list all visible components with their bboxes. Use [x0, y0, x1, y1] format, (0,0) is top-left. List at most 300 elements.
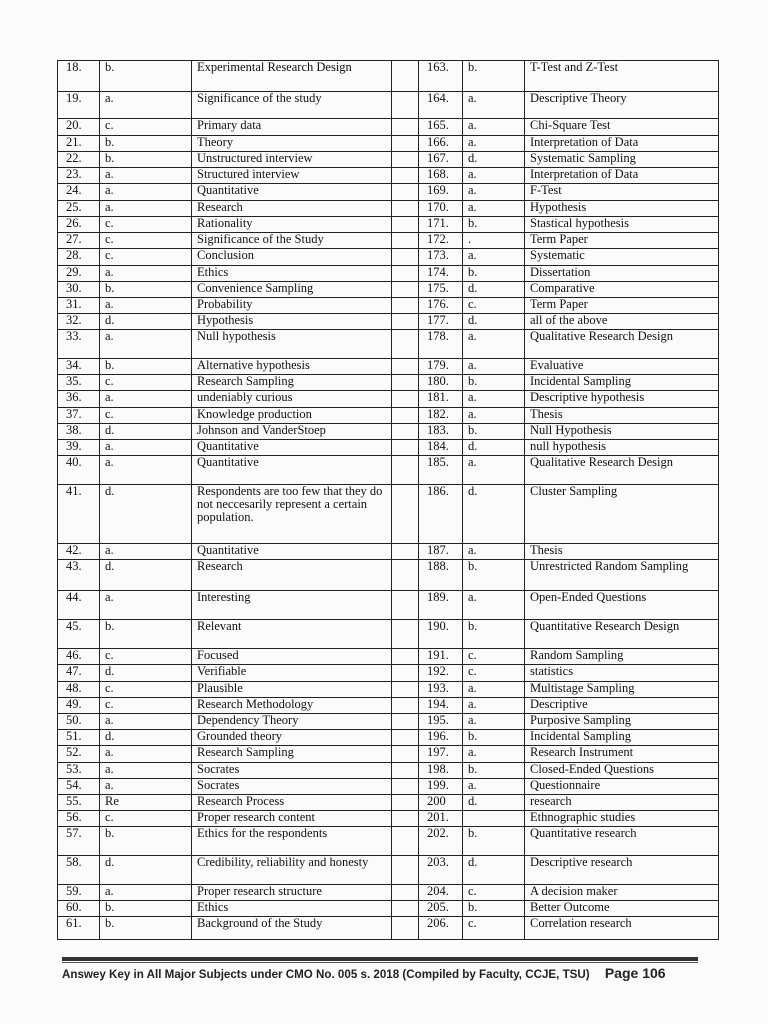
- item-number-left: 28.: [58, 249, 100, 266]
- answer-text-right: all of the above: [525, 314, 719, 330]
- answer-letter-right: b.: [463, 827, 525, 856]
- table-row: [58, 314, 719, 330]
- spacer-cell: [392, 201, 419, 217]
- item-number-left: 51.: [58, 730, 100, 746]
- spacer-cell: [392, 746, 419, 763]
- answer-letter-left: a.: [100, 440, 192, 456]
- table-row: [58, 620, 719, 649]
- answer-text-left: Primary data: [192, 119, 392, 136]
- answer-letter-right: b.: [463, 61, 525, 92]
- table-row: [58, 359, 719, 375]
- table-row: [58, 440, 719, 456]
- spacer-cell: [392, 763, 419, 779]
- item-number-right: 187.: [419, 544, 463, 560]
- answer-letter-right: b.: [463, 730, 525, 746]
- answer-letter-left: d.: [100, 424, 192, 440]
- item-number-left: 23.: [58, 168, 100, 184]
- answer-key-body: [58, 61, 719, 940]
- page-footer: [62, 965, 702, 981]
- answer-text-left: Convenience Sampling: [192, 282, 392, 298]
- answer-letter-left: a.: [100, 544, 192, 560]
- answer-letter-left: a.: [100, 714, 192, 730]
- answer-text-left: Experimental Research Design: [192, 61, 392, 92]
- answer-letter-left: c.: [100, 408, 192, 424]
- answer-text-left: Ethics: [192, 266, 392, 282]
- item-number-left: 60.: [58, 901, 100, 917]
- answer-text-right: Dissertation: [525, 266, 719, 282]
- item-number-left: 45.: [58, 620, 100, 649]
- item-number-left: 61.: [58, 917, 100, 940]
- item-number-left: 20.: [58, 119, 100, 136]
- table-row: [58, 560, 719, 591]
- item-number-left: 42.: [58, 544, 100, 560]
- spacer-cell: [392, 811, 419, 827]
- table-row: [58, 152, 719, 168]
- footer-caption: Answey Key in All Major Subjects under CMO No. 005 s. 2018 (Compiled by Faculty, CCJE, TSU): [62, 968, 590, 981]
- answer-text-left: Dependency Theory: [192, 714, 392, 730]
- spacer-cell: [392, 885, 419, 901]
- item-number-left: 52.: [58, 746, 100, 763]
- table-row: [58, 249, 719, 266]
- answer-text-right: research: [525, 795, 719, 811]
- answer-text-left: Significance of the Study: [192, 233, 392, 249]
- answer-letter-right: c.: [463, 298, 525, 314]
- item-number-left: 41.: [58, 485, 100, 544]
- answer-text-right: Qualitative Research Design: [525, 456, 719, 485]
- spacer-cell: [392, 359, 419, 375]
- answer-key-table: [57, 60, 719, 940]
- answer-letter-left: b.: [100, 359, 192, 375]
- table-row: [58, 456, 719, 485]
- answer-text-right: Cluster Sampling: [525, 485, 719, 544]
- answer-letter-right: a.: [463, 779, 525, 795]
- item-number-right: 183.: [419, 424, 463, 440]
- answer-text-left: Alternative hypothesis: [192, 359, 392, 375]
- answer-letter-left: b.: [100, 152, 192, 168]
- answer-text-right: Systematic Sampling: [525, 152, 719, 168]
- spacer-cell: [392, 485, 419, 544]
- item-number-right: 188.: [419, 560, 463, 591]
- item-number-left: 33.: [58, 330, 100, 359]
- answer-letter-left: Re: [100, 795, 192, 811]
- spacer-cell: [392, 282, 419, 298]
- answer-text-right: Incidental Sampling: [525, 730, 719, 746]
- table-row: [58, 649, 719, 665]
- footer-rule-thin: [62, 962, 698, 963]
- answer-text-right: Quantitative research: [525, 827, 719, 856]
- answer-text-left: undeniably curious: [192, 391, 392, 408]
- answer-letter-left: d.: [100, 665, 192, 682]
- spacer-cell: [392, 591, 419, 620]
- item-number-right: 194.: [419, 698, 463, 714]
- spacer-cell: [392, 217, 419, 233]
- answer-text-left: Plausible: [192, 682, 392, 698]
- table-row: [58, 282, 719, 298]
- answer-text-right: Term Paper: [525, 233, 719, 249]
- table-row: [58, 168, 719, 184]
- answer-letter-left: b.: [100, 917, 192, 940]
- spacer-cell: [392, 408, 419, 424]
- answer-letter-left: c.: [100, 698, 192, 714]
- answer-letter-right: a.: [463, 92, 525, 119]
- table-row: [58, 217, 719, 233]
- item-number-right: 203.: [419, 856, 463, 885]
- answer-letter-right: b.: [463, 375, 525, 391]
- answer-text-right: Evaluative: [525, 359, 719, 375]
- item-number-right: 201.: [419, 811, 463, 827]
- spacer-cell: [392, 730, 419, 746]
- item-number-left: 58.: [58, 856, 100, 885]
- answer-text-left: Hypothesis: [192, 314, 392, 330]
- table-row: [58, 885, 719, 901]
- item-number-left: 39.: [58, 440, 100, 456]
- spacer-cell: [392, 779, 419, 795]
- answer-text-right: Hypothesis: [525, 201, 719, 217]
- item-number-right: 204.: [419, 885, 463, 901]
- answer-text-left: Significance of the study: [192, 92, 392, 119]
- answer-letter-left: a.: [100, 298, 192, 314]
- answer-text-right: Comparative: [525, 282, 719, 298]
- table-row: [58, 682, 719, 698]
- answer-letter-right: a.: [463, 682, 525, 698]
- item-number-right: 191.: [419, 649, 463, 665]
- item-number-right: 170.: [419, 201, 463, 217]
- answer-letter-left: a.: [100, 184, 192, 201]
- item-number-right: 189.: [419, 591, 463, 620]
- spacer-cell: [392, 620, 419, 649]
- answer-text-right: A decision maker: [525, 885, 719, 901]
- spacer-cell: [392, 917, 419, 940]
- item-number-left: 35.: [58, 375, 100, 391]
- table-row: [58, 184, 719, 201]
- answer-letter-right: b.: [463, 266, 525, 282]
- answer-letter-right: a.: [463, 746, 525, 763]
- item-number-left: 38.: [58, 424, 100, 440]
- answer-letter-left: b.: [100, 282, 192, 298]
- answer-text-left: Research: [192, 201, 392, 217]
- answer-text-left: Quantitative: [192, 456, 392, 485]
- spacer-cell: [392, 424, 419, 440]
- item-number-right: 186.: [419, 485, 463, 544]
- answer-letter-right: c.: [463, 649, 525, 665]
- answer-text-left: Respondents are too few that they do not neccesarily represent a certain population.: [192, 485, 392, 544]
- item-number-left: 29.: [58, 266, 100, 282]
- table-row: [58, 92, 719, 119]
- answer-text-right: Thesis: [525, 544, 719, 560]
- answer-letter-right: a.: [463, 359, 525, 375]
- item-number-right: 172.: [419, 233, 463, 249]
- answer-letter-left: c.: [100, 682, 192, 698]
- item-number-right: 177.: [419, 314, 463, 330]
- spacer-cell: [392, 375, 419, 391]
- spacer-cell: [392, 901, 419, 917]
- item-number-left: 56.: [58, 811, 100, 827]
- item-number-right: 175.: [419, 282, 463, 298]
- table-row: [58, 665, 719, 682]
- answer-letter-left: c.: [100, 375, 192, 391]
- answer-letter-left: a.: [100, 391, 192, 408]
- answer-text-left: Research: [192, 560, 392, 591]
- answer-text-right: Research Instrument: [525, 746, 719, 763]
- item-number-left: 54.: [58, 779, 100, 795]
- answer-text-right: Qualitative Research Design: [525, 330, 719, 359]
- spacer-cell: [392, 665, 419, 682]
- answer-letter-right: a.: [463, 698, 525, 714]
- answer-letter-right: a.: [463, 714, 525, 730]
- answer-letter-right: [463, 811, 525, 827]
- item-number-right: 198.: [419, 763, 463, 779]
- item-number-right: 178.: [419, 330, 463, 359]
- spacer-cell: [392, 168, 419, 184]
- answer-letter-right: c.: [463, 885, 525, 901]
- answer-letter-left: a.: [100, 456, 192, 485]
- spacer-cell: [392, 61, 419, 92]
- answer-letter-left: d.: [100, 560, 192, 591]
- item-number-left: 25.: [58, 201, 100, 217]
- item-number-left: 53.: [58, 763, 100, 779]
- spacer-cell: [392, 92, 419, 119]
- answer-letter-right: a.: [463, 184, 525, 201]
- table-row: [58, 698, 719, 714]
- answer-letter-left: c.: [100, 217, 192, 233]
- answer-text-right: Descriptive: [525, 698, 719, 714]
- spacer-cell: [392, 714, 419, 730]
- answer-letter-left: a.: [100, 591, 192, 620]
- answer-text-right: Incidental Sampling: [525, 375, 719, 391]
- footer-rule: [62, 957, 698, 961]
- answer-text-right: Term Paper: [525, 298, 719, 314]
- answer-text-right: Random Sampling: [525, 649, 719, 665]
- answer-text-right: F-Test: [525, 184, 719, 201]
- answer-letter-left: a.: [100, 266, 192, 282]
- spacer-cell: [392, 544, 419, 560]
- table-row: [58, 485, 719, 544]
- item-number-left: 31.: [58, 298, 100, 314]
- answer-text-left: Probability: [192, 298, 392, 314]
- answer-letter-right: a.: [463, 249, 525, 266]
- answer-text-left: Grounded theory: [192, 730, 392, 746]
- spacer-cell: [392, 649, 419, 665]
- answer-letter-right: a.: [463, 591, 525, 620]
- answer-letter-left: a.: [100, 746, 192, 763]
- answer-letter-left: a.: [100, 168, 192, 184]
- table-row: [58, 391, 719, 408]
- answer-letter-right: c.: [463, 665, 525, 682]
- answer-letter-right: a.: [463, 330, 525, 359]
- item-number-left: 22.: [58, 152, 100, 168]
- item-number-right: 168.: [419, 168, 463, 184]
- answer-letter-left: d.: [100, 314, 192, 330]
- answer-text-right: Correlation research: [525, 917, 719, 940]
- answer-text-right: Null Hypothesis: [525, 424, 719, 440]
- item-number-left: 18.: [58, 61, 100, 92]
- answer-text-left: Conclusion: [192, 249, 392, 266]
- table-row: [58, 856, 719, 885]
- answer-letter-right: a.: [463, 168, 525, 184]
- answer-letter-right: a.: [463, 201, 525, 217]
- answer-letter-left: c.: [100, 649, 192, 665]
- answer-text-left: Relevant: [192, 620, 392, 649]
- answer-text-right: Better Outcome: [525, 901, 719, 917]
- answer-letter-right: d.: [463, 856, 525, 885]
- spacer-cell: [392, 314, 419, 330]
- answer-text-left: Proper research content: [192, 811, 392, 827]
- answer-text-left: Ethics for the respondents: [192, 827, 392, 856]
- answer-letter-right: d.: [463, 314, 525, 330]
- answer-text-right: Thesis: [525, 408, 719, 424]
- table-row: [58, 591, 719, 620]
- table-row: [58, 424, 719, 440]
- item-number-right: 169.: [419, 184, 463, 201]
- answer-text-left: Unstructured interview: [192, 152, 392, 168]
- answer-text-right: Systematic: [525, 249, 719, 266]
- item-number-left: 36.: [58, 391, 100, 408]
- answer-text-right: null hypothesis: [525, 440, 719, 456]
- item-number-left: 47.: [58, 665, 100, 682]
- item-number-left: 26.: [58, 217, 100, 233]
- answer-text-right: Descriptive hypothesis: [525, 391, 719, 408]
- answer-letter-right: b.: [463, 763, 525, 779]
- answer-text-left: Credibility, reliability and honesty: [192, 856, 392, 885]
- table-row: [58, 730, 719, 746]
- answer-text-left: Socrates: [192, 779, 392, 795]
- table-row: [58, 779, 719, 795]
- answer-letter-right: d.: [463, 485, 525, 544]
- table-row: [58, 61, 719, 92]
- item-number-right: 180.: [419, 375, 463, 391]
- answer-letter-right: d.: [463, 795, 525, 811]
- answer-text-right: Descriptive Theory: [525, 92, 719, 119]
- answer-letter-right: .: [463, 233, 525, 249]
- answer-letter-right: a.: [463, 119, 525, 136]
- answer-letter-left: c.: [100, 811, 192, 827]
- item-number-right: 173.: [419, 249, 463, 266]
- answer-letter-right: a.: [463, 544, 525, 560]
- answer-letter-right: d.: [463, 282, 525, 298]
- answer-text-right: statistics: [525, 665, 719, 682]
- answer-text-left: Knowledge production: [192, 408, 392, 424]
- item-number-left: 59.: [58, 885, 100, 901]
- item-number-left: 30.: [58, 282, 100, 298]
- item-number-right: 174.: [419, 266, 463, 282]
- item-number-right: 196.: [419, 730, 463, 746]
- spacer-cell: [392, 152, 419, 168]
- answer-text-left: Research Sampling: [192, 375, 392, 391]
- answer-letter-left: b.: [100, 827, 192, 856]
- answer-letter-right: a.: [463, 456, 525, 485]
- item-number-right: 171.: [419, 217, 463, 233]
- answer-text-right: Stastical hypothesis: [525, 217, 719, 233]
- table-row: [58, 330, 719, 359]
- item-number-left: 46.: [58, 649, 100, 665]
- item-number-right: 185.: [419, 456, 463, 485]
- spacer-cell: [392, 682, 419, 698]
- answer-letter-left: a.: [100, 779, 192, 795]
- item-number-right: 184.: [419, 440, 463, 456]
- answer-text-left: Rationality: [192, 217, 392, 233]
- spacer-cell: [392, 440, 419, 456]
- answer-text-left: Theory: [192, 136, 392, 152]
- answer-letter-left: a.: [100, 330, 192, 359]
- answer-text-left: Johnson and VanderStoep: [192, 424, 392, 440]
- answer-letter-right: b.: [463, 620, 525, 649]
- item-number-right: 200: [419, 795, 463, 811]
- item-number-right: 206.: [419, 917, 463, 940]
- item-number-right: 164.: [419, 92, 463, 119]
- answer-text-right: Chi-Square Test: [525, 119, 719, 136]
- item-number-left: 34.: [58, 359, 100, 375]
- answer-text-left: Quantitative: [192, 440, 392, 456]
- item-number-left: 48.: [58, 682, 100, 698]
- answer-text-left: Null hypothesis: [192, 330, 392, 359]
- answer-text-left: Socrates: [192, 763, 392, 779]
- answer-text-right: Ethnographic studies: [525, 811, 719, 827]
- answer-text-left: Research Methodology: [192, 698, 392, 714]
- answer-letter-left: a.: [100, 885, 192, 901]
- item-number-right: 205.: [419, 901, 463, 917]
- item-number-left: 32.: [58, 314, 100, 330]
- item-number-right: 181.: [419, 391, 463, 408]
- answer-text-left: Quantitative: [192, 544, 392, 560]
- answer-text-left: Research Sampling: [192, 746, 392, 763]
- answer-text-right: Closed-Ended Questions: [525, 763, 719, 779]
- item-number-left: 49.: [58, 698, 100, 714]
- spacer-cell: [392, 856, 419, 885]
- answer-text-left: Verifiable: [192, 665, 392, 682]
- answer-letter-right: a.: [463, 136, 525, 152]
- answer-text-left: Proper research structure: [192, 885, 392, 901]
- spacer-cell: [392, 136, 419, 152]
- answer-text-left: Structured interview: [192, 168, 392, 184]
- item-number-left: 57.: [58, 827, 100, 856]
- table-row: [58, 375, 719, 391]
- table-row: [58, 233, 719, 249]
- item-number-right: 202.: [419, 827, 463, 856]
- spacer-cell: [392, 233, 419, 249]
- item-number-right: 197.: [419, 746, 463, 763]
- answer-letter-right: d.: [463, 440, 525, 456]
- answer-text-right: Interpretation of Data: [525, 168, 719, 184]
- table-row: [58, 544, 719, 560]
- table-row: [58, 266, 719, 282]
- answer-text-right: T-Test and Z-Test: [525, 61, 719, 92]
- spacer-cell: [392, 184, 419, 201]
- item-number-left: 19.: [58, 92, 100, 119]
- table-row: [58, 136, 719, 152]
- spacer-cell: [392, 249, 419, 266]
- spacer-cell: [392, 795, 419, 811]
- answer-letter-right: a.: [463, 408, 525, 424]
- answer-letter-left: a.: [100, 201, 192, 217]
- answer-text-right: Interpretation of Data: [525, 136, 719, 152]
- item-number-left: 43.: [58, 560, 100, 591]
- table-row: [58, 746, 719, 763]
- spacer-cell: [392, 698, 419, 714]
- item-number-right: 199.: [419, 779, 463, 795]
- item-number-right: 193.: [419, 682, 463, 698]
- spacer-cell: [392, 119, 419, 136]
- item-number-right: 195.: [419, 714, 463, 730]
- answer-letter-left: b.: [100, 901, 192, 917]
- page-number: Page 106: [604, 965, 666, 981]
- table-row: [58, 795, 719, 811]
- answer-letter-left: b.: [100, 620, 192, 649]
- item-number-left: 55.: [58, 795, 100, 811]
- spacer-cell: [392, 827, 419, 856]
- answer-text-left: Ethics: [192, 901, 392, 917]
- item-number-right: 182.: [419, 408, 463, 424]
- answer-text-left: Background of the Study: [192, 917, 392, 940]
